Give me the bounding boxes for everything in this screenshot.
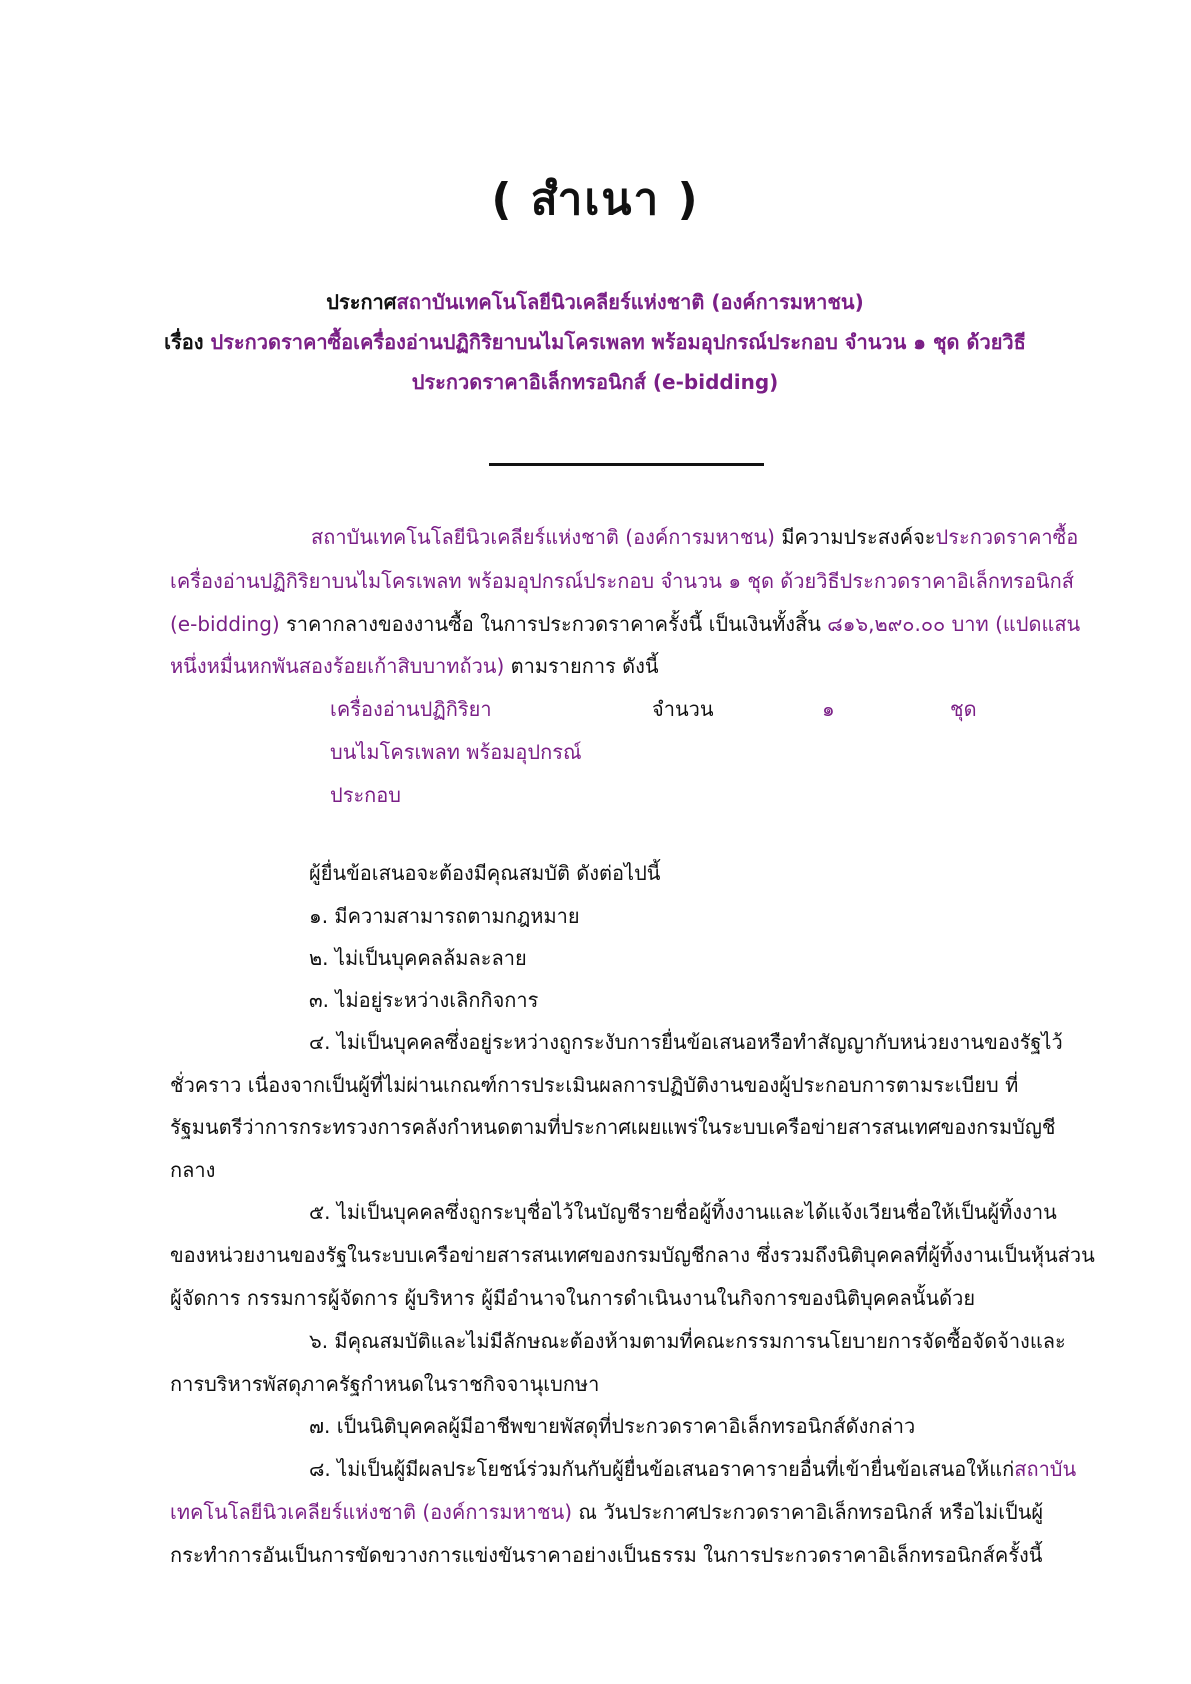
copy-mark: ( สำเนา ) xyxy=(491,174,700,225)
intro-line-2: เครื่องอ่านปฏิกิริยาบนไมโครเพลท พร้อมอุปกรณ์ประกอบ จำนวน ๑ ชุด ด้วยวิธีประกวดราคาอิเล็กทรอนิกส์ xyxy=(170,569,1074,593)
announcement-header xyxy=(150,282,1040,402)
qualification-8-line-2 xyxy=(170,1497,1043,1527)
intro-subject: ประกวดราคาซื้อ xyxy=(935,525,1079,549)
qualification-8-line-3: กระทำการอันเป็นการขัดขวางการแข่งขันราคาอย่างเป็นธรรม ในการประกวดราคาอิเล็กทรอนิกส์ครั้งนี้ xyxy=(170,1543,1043,1567)
header-line-3 xyxy=(150,362,1040,402)
header-subject-prefix: เรื่อง xyxy=(164,330,211,354)
item-quantity-label: จำนวน xyxy=(652,697,714,721)
intro-amount-words: หนึ่งหมื่นหกพันสองร้อยเก้าสิบบาทถ้วน) xyxy=(170,654,505,678)
intro-line-3 xyxy=(170,609,1080,639)
intro-text: ตามรายการ ดังนี้ xyxy=(504,654,659,678)
qualification-8-text: ณ วันประกาศประกวดราคาอิเล็กทรอนิกส์ หรือไม่เป็นผู้ xyxy=(572,1500,1044,1524)
header-organization: สถาบันเทคโนโลยีนิวเคลียร์แห่งชาติ (องค์การมหาชน) xyxy=(396,290,864,314)
intro-text: มีความประสงค์จะ xyxy=(774,525,936,549)
qualification-5-line-2: ของหน่วยงานของรัฐในระบบเครือข่ายสารสนเทศของกรมบัญชีกลาง ซึ่งรวมถึงนิติบุคคลที่ผู้ทิ้งงานเป็นหุ้นส่วน xyxy=(170,1243,1095,1267)
qualification-4-line-4: กลาง xyxy=(170,1158,216,1182)
header-line-1 xyxy=(150,282,1040,322)
intro-organization: สถาบันเทคโนโลยีนิวเคลียร์แห่งชาติ (องค์การมหาชน) xyxy=(311,525,775,549)
qualification-5-line-3: ผู้จัดการ กรรมการผู้จัดการ ผู้บริหาร ผู้มีอำนาจในการดำเนินงานในกิจการของนิติบุคคลนั้นด้วย xyxy=(170,1286,976,1310)
intro-line-4 xyxy=(170,651,659,681)
qualification-4-line-1: ๔. ไม่เป็นบุคคลซึ่งอยู่ระหว่างถูกระงับการยื่นข้อเสนอหรือทำสัญญากับหน่วยงานของรัฐไว้ xyxy=(309,1030,1063,1054)
qualification-4-line-2: ชั่วคราว เนื่องจากเป็นผู้ที่ไม่ผ่านเกณฑ์การประเมินผลการปฏิบัติงานของผู้ประกอบการตามระเบียบ ที่ xyxy=(170,1073,1019,1097)
item-name-line-1: เครื่องอ่านปฏิกิริยา xyxy=(330,697,492,721)
qualification-3: ๓. ไม่อยู่ระหว่างเลิกกิจการ xyxy=(309,988,539,1012)
qualification-8-text: ๘. ไม่เป็นผู้มีผลประโยชน์ร่วมกันกับผู้ยื่นข้อเสนอราคารายอื่นที่เข้ายื่นข้อเสนอให้แก่ xyxy=(309,1457,1015,1481)
header-divider xyxy=(489,463,764,466)
intro-line-1 xyxy=(311,522,1078,552)
item-name-line-2: บนไมโครเพลท พร้อมอุปกรณ์ xyxy=(330,740,582,764)
qualification-5-line-1: ๕. ไม่เป็นบุคคลซึ่งถูกระบุชื่อไว้ในบัญชีรายชื่อผู้ทิ้งงานและได้แจ้งเวียนชื่อให้เป็นผู้ทิ้งงาน xyxy=(309,1200,1057,1224)
qualification-1: ๑. มีความสามารถตามกฎหมาย xyxy=(309,904,580,928)
qualification-4-line-3: รัฐมนตรีว่าการกระทรวงการคลังกำหนดตามที่ประกาศเผยแพร่ในระบบเครือข่ายสารสนเทศของกรมบัญชี xyxy=(170,1115,1056,1139)
header-prefix: ประกาศ xyxy=(326,290,397,314)
header-subject: ประกวดราคาซื้อเครื่องอ่านปฏิกิริยาบนไมโครเพลท พร้อมอุปกรณ์ประกอบ จำนวน ๑ ชุด ด้วยวิธี xyxy=(210,330,1026,354)
qualification-8-line-1 xyxy=(309,1454,1076,1484)
header-subject-continued: ประกวดราคาอิเล็กทรอนิกส์ (e-bidding) xyxy=(411,370,779,394)
intro-method: (e-bidding) xyxy=(170,612,280,636)
qualification-8-organization: สถาบัน xyxy=(1014,1457,1077,1481)
qualification-6-line-1: ๖. มีคุณสมบัติและไม่มีลักษณะต้องห้ามตามที่คณะกรรมการนโยบายการจัดซื้อจัดจ้างและ xyxy=(309,1329,1066,1353)
qualification-7: ๗. เป็นนิติบุคคลผู้มีอาชีพขายพัสดุที่ประกวดราคาอิเล็กทรอนิกส์ดังกล่าว xyxy=(309,1414,916,1438)
intro-text: ราคากลางของงานซื้อ ในการประกวดราคาครั้งนี้ เป็นเงินทั้งสิ้น xyxy=(279,612,828,636)
item-quantity: ๑ xyxy=(822,697,835,721)
item-name-line-3: ประกอบ xyxy=(330,783,401,807)
intro-amount: ๘๑๖,๒๙๐.๐๐ บาท (แปดแสน xyxy=(827,612,1081,636)
header-line-2 xyxy=(150,322,1040,362)
qualification-6-line-2: การบริหารพัสดุภาครัฐกำหนดในราชกิจจานุเบกษา xyxy=(170,1372,600,1396)
item-unit: ชุด xyxy=(950,697,977,721)
qualification-8-organization-continued: เทคโนโลยีนิวเคลียร์แห่งชาติ (องค์การมหาชน) xyxy=(170,1500,573,1524)
qualifications-heading: ผู้ยื่นข้อเสนอจะต้องมีคุณสมบัติ ดังต่อไปนี้ xyxy=(309,861,661,885)
qualification-2: ๒. ไม่เป็นบุคคลล้มละลาย xyxy=(309,946,527,970)
